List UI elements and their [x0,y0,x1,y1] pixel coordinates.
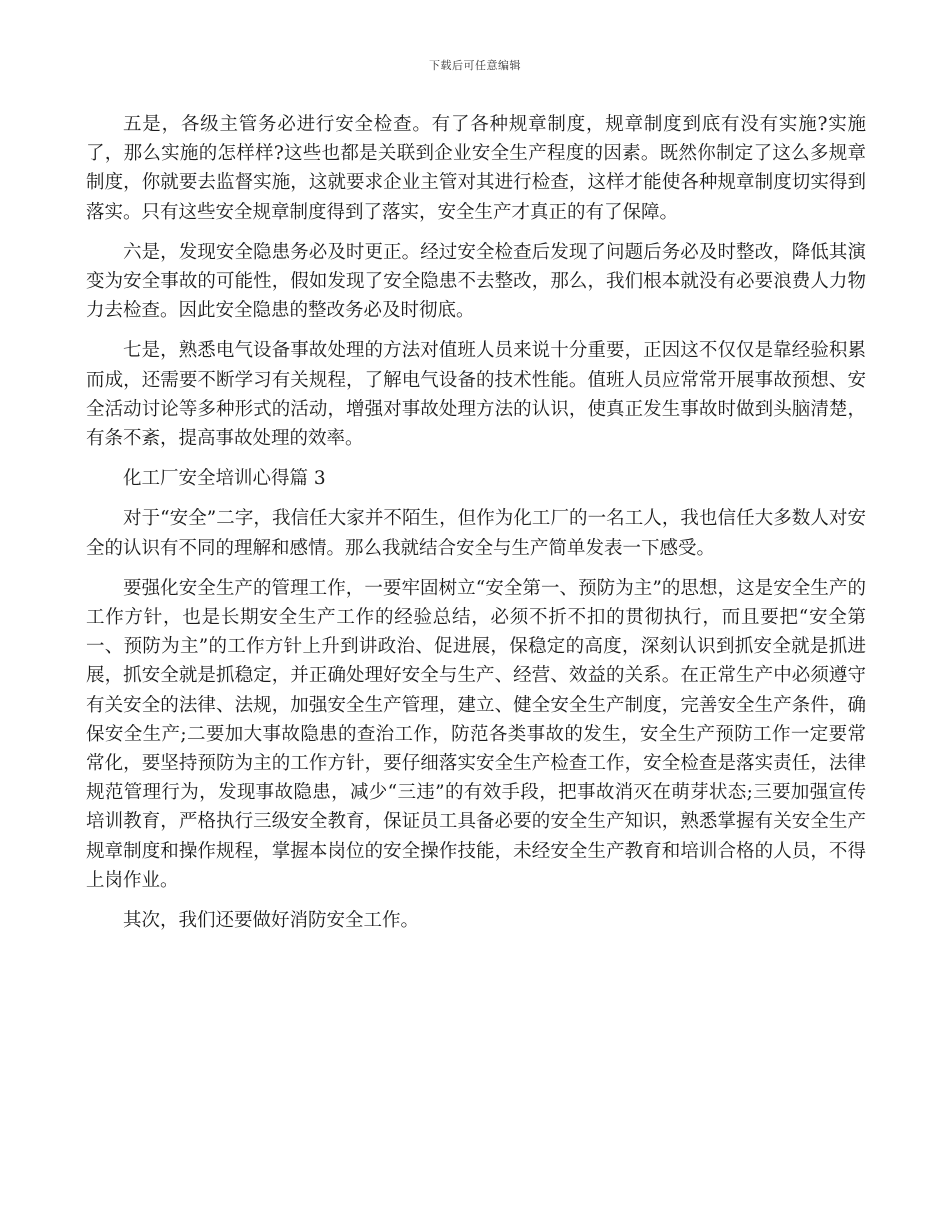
document-body [86,110,866,946]
paragraph-five: 五是，各级主管务必进行安全检查。有了各种规章制度，规章制度到底有没有实施?实施了，那么实施的怎样样?这些也都是关联到企业安全生产程度的因素。既然你制定了这么多规章制度，你就要去监督实施，这就要求企业主管对其进行检查，这样才能使各种规章制度切实得到落实。只有这些安全规章制度得到了落实，安全生产才真正的有了保障。 [86,114,866,223]
page-header: 下载后可任意编辑 [429,59,521,72]
paragraph-six: 六是，发现安全隐患务必及时更正。经过安全检查后发现了问题后务必及时整改，降低其演变为安全事故的可能性，假如发现了安全隐患不去整改，那么，我们根本就没有必要浪费人力物力去检查。因此安全隐患的整改务必及时彻底。 [86,241,866,322]
paragraph-seven: 七是，熟悉电气设备事故处理的方法对值班人员来说十分重要，正因这不仅仅是靠经验积累而成，还需要不断学习有关规程，了解电气设备的技术性能。值班人员应常常开展事故预想、安全活动讨论等多种形式的活动，增强对事故处理方法的认识，使真正发生事故时做到头脑清楚，有条不紊，提高事故处理的效率。 [86,340,866,450]
paragraph-fire-safety: 其次，我们还要做好消防安全工作。 [123,910,420,932]
paragraph-intro: 对于“安全”二字，我信任大家并不陌生，但作为化工厂的一名工人，我也信任大多数人对安全的认识有不同的理解和感情。那么我就结合安全与生产简单发表一下感受。 [86,508,866,559]
section-heading: 化工厂安全培训心得篇 3 [123,468,326,490]
paragraph-management: 要强化安全生产的管理工作，一要牢固树立“安全第一、预防为主”的思想，这是安全生产的工作方针，也是长期安全生产工作的经验总结，必须不折不扣的贯彻执行，而且要把“安全第一、预防为主”的工作方针上升到讲政治、促进展，保稳定的高度，深刻认识到抓安全就是抓进展，抓安全就是抓稳定，并正确处理好安全与生产、经营、效益的关系。在正常生产中必须遵守有关安全的法律、法规，加强安全生产管理，建立、健全安全生产制度，完善安全生产条件，确保安全生产;二要加大事故隐患的查治工作，防范各类事故的发生，安全生产预防工作一定要常常化，要坚持预防为主的工作方针，要仔细落实安全生产检查工作，安全检查是落实责任，法律规范管理行为，发现事故隐患，减少“三违”的有效手段，把事故消灭在萌芽状态;三要加强宣传培训教育，严格执行三级安全教育，保证员工具备必要的安全生产知识，熟悉掌握有关安全生产规章制度和操作规程，掌握本岗位的安全操作技能，未经安全生产教育和培训合格的人员，不得上岗作业。 [86,577,866,891]
